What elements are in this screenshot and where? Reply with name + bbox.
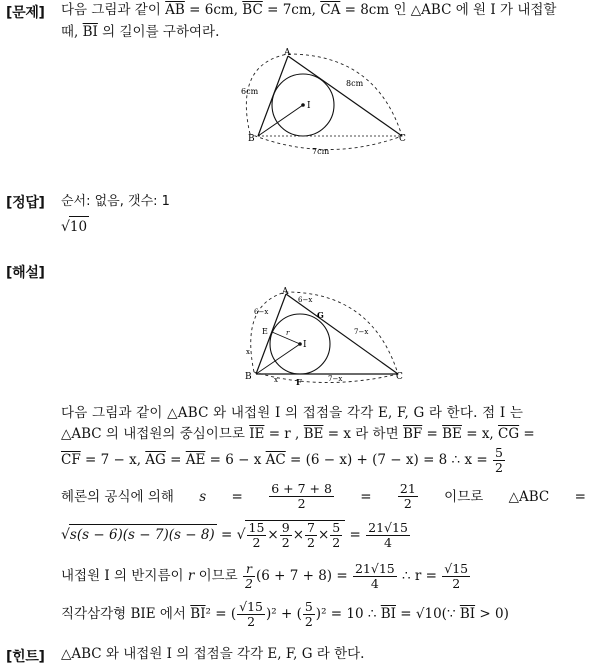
fig2-label-g: G [317, 310, 324, 320]
fig2-label-r: r [286, 329, 290, 337]
fig1-label-bc: 7cm [312, 147, 330, 156]
answer-value: √10 [61, 216, 89, 237]
fig2-label-a: A [282, 287, 289, 297]
solution-line-1: 다음 그림과 같이 △ABC 와 내접원 I 의 접점을 각각 E, F, G 라 한다. 점 I 는 [61, 405, 524, 421]
fig2-label-f: F [296, 377, 302, 387]
fig2-label-e: E [262, 327, 268, 336]
fig2-label-fc: 7−x [328, 375, 343, 383]
solution-tag: [해설] [6, 265, 45, 281]
fig1-label-b: B [248, 134, 255, 144]
solution-line-6: 내접원 I 의 반지름이 r 이므로 $\frac{r}{2}$ (6 + 7 + 8) = $\frac{21√15}{4}$ ∴ r = $\frac{√15}{2}$ [61, 561, 469, 591]
solution-line-3: $\overline{CF} = 7 - x$, $\overline{AG} = \overline{AE} = 6 - x$ $\overline{AC} = (6 - x) + (7 - x) = 8$ ∴ x = $\frac{5}{2}$ [61, 445, 503, 475]
hint-text: △ABC 와 내접원 I 의 접점을 각각 E, F, G 라 한다. [61, 646, 365, 662]
fig2-label-gc: 7−x [354, 328, 369, 336]
fig1-label-ab: 6cm [241, 87, 259, 96]
answer-tag: [정답] [6, 195, 45, 211]
fig2-label-ae: 6−x [254, 308, 269, 316]
hint-tag: [힌트] [6, 649, 45, 665]
solution-line-4: 헤론의 공식에 의해 s = $\frac{6 + 7 + 8}{2}$ = $\frac{21}{2}$ 이므로 △ABC = [61, 481, 586, 511]
fig2-label-i: I [303, 340, 307, 350]
problem-line-2: 때, $\overline{BI}$ 의 길이를 구하여라. [61, 24, 220, 40]
solution-line-5: √s(s − 6)(s − 7)(s − 8) = √ $\frac{15}{2}$ × $\frac{9}{2}$ × $\frac{7}{2}$ × $\frac{5}{2}$ = $\frac{21√15}{4}$ [61, 520, 408, 550]
fig1-label-i: I [307, 101, 311, 111]
solution-line-2: △ABC 의 내접원의 중심이므로 $\overline{IE} = r$ , $\overline{BE} = x$ 라 하면 $\overline{BF} = \overline{BE} = x$, $\overline{CG}$ = [61, 426, 535, 442]
problem-tag: [문제] [6, 5, 45, 21]
solution-line-7: 직각삼각형 BIE 에서 $\overline{BI}^2$ = ( $\frac{√15}{2}$ )² + ( $\frac{5}{2}$ )² = 10 ∴ $\overline{BI}$ = √10(∵ $\overline{BI} > 0$) [61, 599, 509, 629]
fig2-label-c: C [396, 372, 403, 382]
fig2-label-bf: x [274, 376, 278, 384]
fig2-label-b: B [245, 372, 252, 382]
fig2-label-be: x [246, 348, 250, 356]
problem-line-1: 다음 그림과 같이 $\overline{AB} = 6cm$, $\overline{BC} = 7cm$, $\overline{CA} = 8cm$ 인 △ABC 에 원 I 가 내접할 [61, 2, 557, 18]
fig1-label-a: A [284, 48, 291, 58]
figure-tangent-points [242, 284, 407, 389]
answer-meta: 순서: 없음, 갯수: 1 [61, 194, 170, 209]
figure-triangle-incircle [236, 44, 416, 159]
fig2-label-ag: 6−x [298, 296, 313, 304]
fig1-label-ca: 8cm [346, 79, 364, 88]
fig1-label-c: C [399, 134, 406, 144]
